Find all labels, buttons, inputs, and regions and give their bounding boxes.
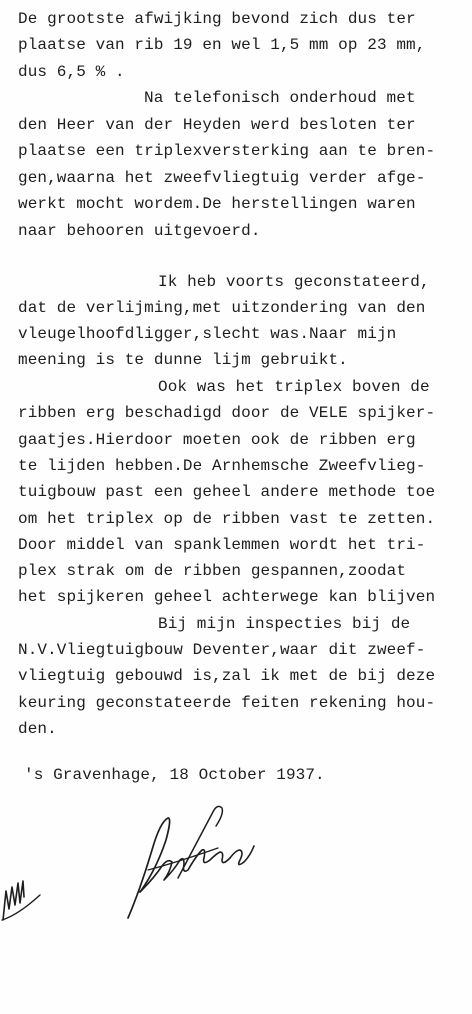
text-line-13: meening is te dunne lijm gebruikt. bbox=[18, 351, 348, 369]
text-line-5: den Heer van der Heyden werd besloten ter bbox=[18, 116, 416, 134]
text-line-6: plaatse een triplexversterking aan te bren- bbox=[18, 142, 436, 160]
initials-mark bbox=[0, 865, 48, 925]
text-line-11: dat de verlijming,met uitzondering van den bbox=[18, 299, 426, 317]
closing-place-date: 's Gravenhage, 18 October 1937. bbox=[24, 766, 325, 784]
text-line-4: Na telefonisch onderhoud met bbox=[144, 89, 416, 107]
text-line-9: naar behooren uitgevoerd. bbox=[18, 222, 261, 240]
text-line-18: tuigbouw past een geheel andere methode toe bbox=[18, 483, 436, 501]
text-line-12: vleugelhoofdligger,slecht was.Naar mijn bbox=[18, 325, 397, 343]
text-line-3: dus 6,5 % . bbox=[18, 63, 125, 81]
text-line-22: het spijkeren geheel achterwege kan blijven bbox=[18, 588, 436, 606]
text-line-24: N.V.Vliegtuigbouw Deventer,waar dit zweef- bbox=[18, 641, 426, 659]
text-line-19: om het triplex op de ribben vast te zetten. bbox=[18, 510, 436, 528]
text-line-7: gen,waarna het zweefvliegtuig verder afge- bbox=[18, 169, 426, 187]
text-line-16: gaatjes.Hierdoor moeten ook de ribben erg bbox=[18, 431, 416, 449]
handwritten-signature bbox=[118, 800, 258, 925]
text-line-17: te lijden hebben.De Arnhemsche Zweefvlieg- bbox=[18, 457, 426, 475]
text-line-20: Door middel van spanklemmen wordt het tri- bbox=[18, 536, 426, 554]
text-line-10: Ik heb voorts geconstateerd, bbox=[158, 273, 430, 291]
text-line-14: Ook was het triplex boven de bbox=[158, 378, 430, 396]
text-line-27: den. bbox=[18, 720, 57, 738]
text-line-26: keuring geconstateerde feiten rekening hou- bbox=[18, 694, 436, 712]
text-line-23: Bij mijn inspecties bij de bbox=[158, 615, 411, 633]
text-line-21: plex strak om de ribben gespannen,zoodat bbox=[18, 562, 407, 580]
text-line-1: De grootste afwijking bevond zich dus ter bbox=[18, 10, 416, 28]
text-line-8: werkt mocht wordem.De herstellingen waren bbox=[18, 195, 416, 213]
text-line-25: vliegtuig gebouwd is,zal ik met de bij deze bbox=[18, 667, 436, 685]
text-line-15: ribben erg beschadigd door de VELE spijker- bbox=[18, 404, 436, 422]
text-line-2: plaatse van rib 19 en wel 1,5 mm op 23 mm, bbox=[18, 36, 426, 54]
